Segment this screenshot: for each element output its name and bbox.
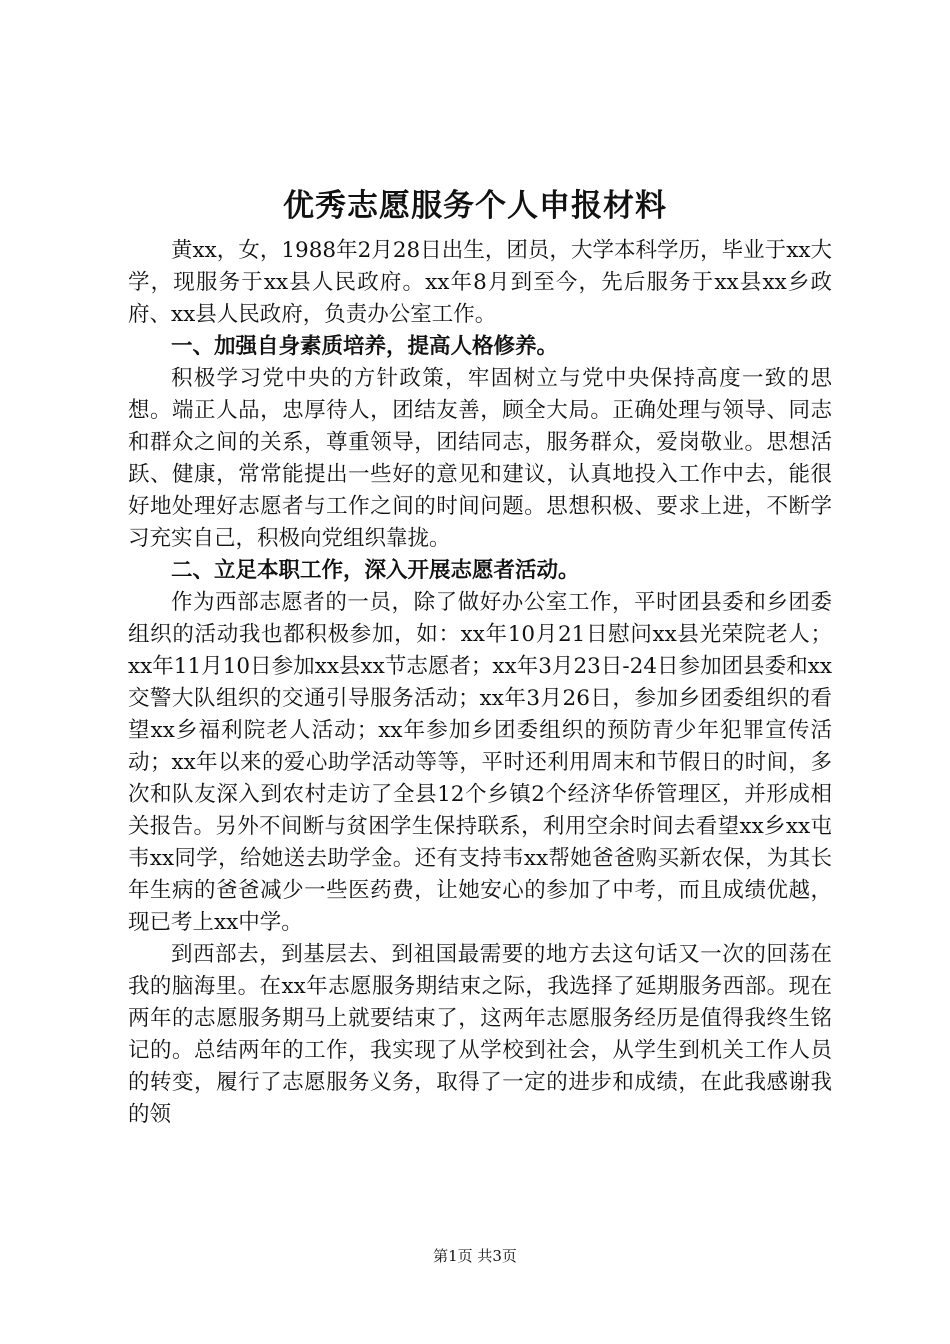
section-heading-2: 二、立足本职工作，深入开展志愿者活动。 (171, 558, 580, 583)
page-number-footer: 第1页 共3页 (433, 1247, 517, 1265)
paragraph-intro: 黄xx，女，1988年2月28日出生，团员，大学本科学历，毕业于xx大学，现服务于xx县人民政府。xx年8月到至今，先后服务于xx县xx乡政府、xx县人民政府，负责办公室工作。 (128, 238, 832, 327)
section-heading-1: 一、加强自身素质培养，提高人格修养。 (171, 334, 559, 359)
document-title: 优秀志愿服务个人申报材料 (283, 188, 667, 224)
paragraph-conclusion: 到西部去，到基层去、到祖国最需要的地方去这句话又一次的回荡在我的脑海里。在xx年志愿服务期结束之际，我选择了延期服务西部。现在两年的志愿服务期马上就要结束了，这两年志愿服务经历是值得我终生铭记的。总结两年的工作，我实现了从学校到社会，从学生到机关工作人员的转变，履行了志愿服务义务，取得了一定的进步和成绩，在此我感谢我的领 (128, 942, 832, 1127)
paragraph-section-2: 作为西部志愿者的一员，除了做好办公室工作，平时团县委和乡团委组织的活动我也都积极参加，如：xx年10月21日慰问xx县光荣院老人；xx年11月10日参加xx县xx节志愿者；xx年3月23日-24日参加团县委和xx交警大队组织的交通引导服务活动；xx年3月26日，参加乡团委组织的看望xx乡福利院老人活动；xx年参加乡团委组织的预防青少年犯罪宣传活动；xx年以来的爱心助学活动等等，平时还利用周末和节假日的时间，多次和队友深入到农村走访了全县12个乡镇2个经济华侨管理区，并形成相关报告。另外不间断与贫困学生保持联系，利用空余时间去看望xx乡xx屯韦xx同学，给她送去助学金。还有支持韦xx帮她爸爸购买新农保，为其长年生病的爸爸减少一些医药费，让她安心的参加了中考，而且成绩优越，现已考上xx中学。 (128, 590, 832, 935)
document-body (128, 235, 832, 1131)
paragraph-section-1: 积极学习党中央的方针政策，牢固树立与党中央保持高度一致的思想。端正人品，忠厚待人，团结友善，顾全大局。正确处理与领导、同志和群众之间的关系，尊重领导，团结同志，服务群众，爱岗敬业。思想活跃、健康，常常能提出一些好的意见和建议，认真地投入工作中去，能很好地处理好志愿者与工作之间的时间问题。思想积极、要求上进，不断学习充实自己，积极向党组织靠拢。 (128, 366, 832, 551)
